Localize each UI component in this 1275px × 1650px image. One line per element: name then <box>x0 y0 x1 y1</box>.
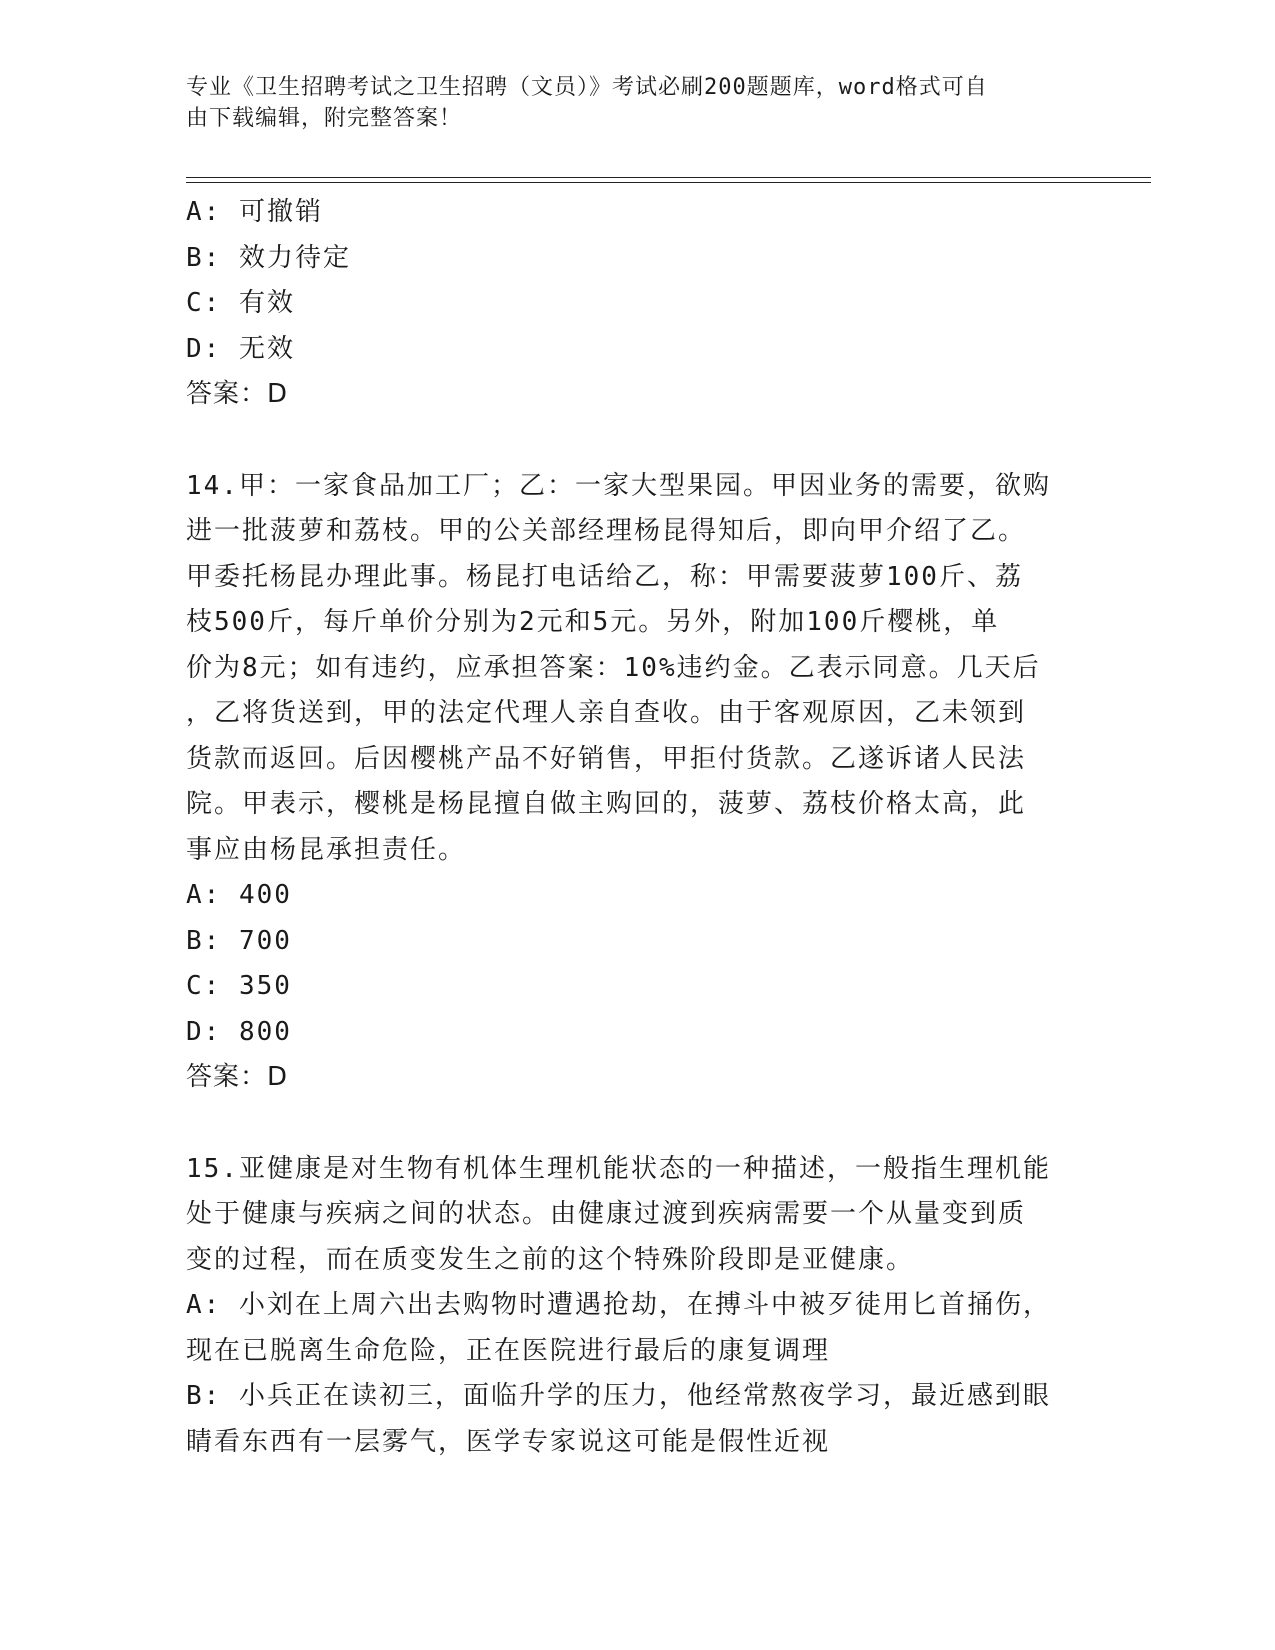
question-14 <box>186 464 1086 1101</box>
option-letter: C: <box>186 971 222 1001</box>
option-letter: D: <box>186 333 222 364</box>
answer-line: 答案：D <box>186 1062 289 1092</box>
option-text: 700 <box>238 925 292 956</box>
option-text: 效力待定 <box>238 242 351 273</box>
header-rule-bottom <box>186 182 1151 183</box>
option-letter: A: <box>186 880 222 910</box>
option-text: 400 <box>238 880 292 910</box>
question-line: 15.亚健康是对生物有机体生理机能状态的一种描述，一般指生理机能 <box>186 1153 1051 1184</box>
option-letter: D: <box>186 1016 222 1047</box>
question-line: 事应由杨昆承担责任。 <box>186 834 467 865</box>
header-line-1: 专业《卫生招聘考试之卫生招聘（文员）》考试必刷200题题库，word格式可自 <box>186 75 988 100</box>
option-b <box>186 1374 1086 1465</box>
document-header <box>186 72 1056 134</box>
option-a <box>186 1283 1086 1374</box>
option-text: 可撤销 <box>238 197 323 227</box>
question-line: 院。甲表示，樱桃是杨昆擅自做主购回的，菠萝、荔枝价格太高，此 <box>186 789 1027 819</box>
header-line-2: 由下载编辑，附完整答案！ <box>186 106 463 131</box>
question-stem <box>186 464 1086 874</box>
question-line: 枝500斤，每斤单价分别为2元和5元。另外，附加100斤樱桃，单 <box>186 607 1000 637</box>
question-line: 处于健康与疾病之间的状态。由健康过渡到疾病需要一个从量变到质 <box>186 1199 1027 1229</box>
question-line: 变的过程，而在质变发生之前的这个特殊阶段即是亚健康。 <box>186 1244 915 1275</box>
option-letter: A: <box>186 197 222 227</box>
question-stem <box>186 1147 1086 1284</box>
option-d <box>186 327 1086 373</box>
option-b <box>186 236 1086 282</box>
option-text: 有效 <box>238 288 295 318</box>
document-body <box>186 190 1086 1465</box>
option-text-line: 小刘在上周六出去购物时遭遇抢劫，在搏斗中被歹徒用匕首捅伤， <box>238 1290 1051 1320</box>
option-letter: C: <box>186 288 222 318</box>
question-line: 价为8元；如有违约，应承担答案：10%违约金。乙表示同意。几天后 <box>186 652 1041 683</box>
question-line: 14.甲：一家食品加工厂；乙：一家大型果园。甲因业务的需要，欲购 <box>186 470 1051 501</box>
answer-line: 答案：D <box>186 379 289 409</box>
option-text-line: 小兵正在读初三，面临升学的压力，他经常熬夜学习，最近感到眼 <box>238 1381 1051 1411</box>
question-line: 进一批菠萝和荔枝。甲的公关部经理杨昆得知后，即向甲介绍了乙。 <box>186 516 1027 546</box>
option-letter: B: <box>186 242 222 273</box>
option-text-line: 现在已脱离生命危险，正在医院进行最后的康复调理 <box>186 1335 831 1366</box>
option-letter: B: <box>186 925 222 956</box>
option-text: 无效 <box>238 333 295 364</box>
option-text-line: 睛看东西有一层雾气，医学专家说这可能是假性近视 <box>186 1426 831 1457</box>
option-text: 350 <box>238 971 292 1001</box>
question-15 <box>186 1147 1086 1466</box>
header-rule-top <box>186 177 1151 178</box>
question-line: 甲委托杨昆办理此事。杨昆打电话给乙，称：甲需要菠萝100斤、荔 <box>186 561 1023 592</box>
option-letter: B: <box>186 1381 222 1411</box>
option-a <box>186 190 1086 236</box>
option-c <box>186 281 1086 327</box>
question-line: ，乙将货送到，甲的法定代理人亲自查收。由于客观原因，乙未领到 <box>186 698 1027 728</box>
option-letter: A: <box>186 1290 222 1320</box>
option-d <box>186 1010 1086 1056</box>
option-b <box>186 919 1086 965</box>
option-a <box>186 873 1086 919</box>
option-c <box>186 964 1086 1010</box>
question-13-options <box>186 190 1086 418</box>
question-line: 货款而返回。后因樱桃产品不好销售，甲拒付货款。乙遂诉诸人民法 <box>186 743 1027 774</box>
option-text: 800 <box>238 1016 292 1047</box>
